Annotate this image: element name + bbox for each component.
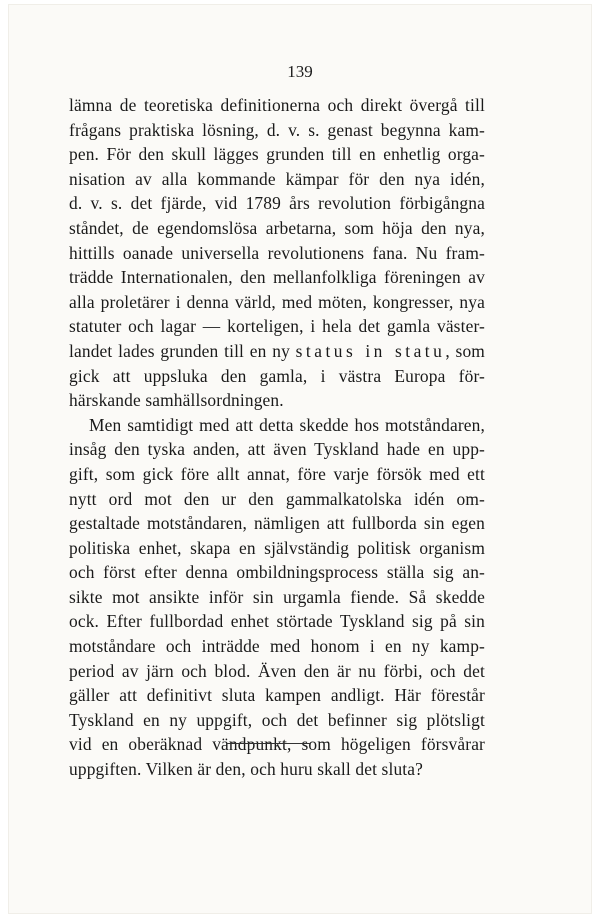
text-line-spaced <box>69 339 485 364</box>
text-line: gick att uppsluka den gamla, i västra Europa för- <box>69 365 485 386</box>
text-line: insåg den tyska anden, att även Tyskland hade en upp- <box>69 439 485 460</box>
text-line: och först efter denna ombildningsprocess ställa sig an- <box>69 562 485 583</box>
section-divider <box>226 743 310 744</box>
text-line: gestaltade motståndaren, nämligen att fullborda sin egen <box>69 513 485 534</box>
text-line: period av järn och blod. Även den är nu förbi, och det <box>69 660 485 681</box>
text-line: nisation av alla kommande kämpar för den nya idén, <box>69 168 485 189</box>
paragraph-start-line <box>69 413 485 438</box>
book-page <box>8 4 592 914</box>
text-line: politiska enhet, skapa en självständig politisk organism <box>69 537 485 558</box>
text-line: nytt ord mot den ur den gammalkatolska idén om- <box>69 488 485 509</box>
text-line: Tyskland en ny uppgift, och det befinner sig plötsligt <box>69 709 485 730</box>
text-line: frågans praktiska lösning, d. v. s. genast begynna kam- <box>69 119 485 140</box>
body-text <box>69 93 485 782</box>
text-line: gift, som gick före allt annat, före varje försök med ett <box>69 463 485 484</box>
text-line: alla proletärer i denna värld, med möten, kongresser, nya <box>69 291 485 312</box>
text-line: lämna de teoretiska definitionerna och direkt övergå till <box>69 95 485 115</box>
text-line: ock. Efter fullbordad enhet störtade Tyskland sig på sin <box>69 611 485 632</box>
text-line: härskande samhällsordningen. <box>69 390 284 411</box>
text-fragment: , som <box>445 340 485 361</box>
text-line: motståndare och inträdde med honom i en ny kamp- <box>69 636 485 657</box>
text-line: hittills oanade universella revolutionens fana. Nu fram- <box>69 242 485 263</box>
text-line: pen. För den skull lägges grunden till en enhetlig orga- <box>69 144 485 165</box>
text-line: ståndet, de egendomslösa arbetarna, som höja den nya, <box>69 217 485 238</box>
text-line: d. v. s. det fjärde, vid 1789 års revolution förbigångna <box>69 193 485 214</box>
text-line: vid en oberäknad vändpunkt, som högeligen försvårar <box>69 734 485 755</box>
emphasized-latin-phrase: status in statu <box>295 340 446 361</box>
text-line: gäller att definitivt sluta kampen andligt. Här förestår <box>69 685 485 706</box>
text-line: uppgiften. Vilken är den, och huru skall det sluta? <box>69 759 424 780</box>
text-fragment: Men samtidigt med att detta skedde hos motståndaren, <box>89 414 485 435</box>
page-number: 139 <box>287 62 313 81</box>
text-fragment: landet lades grunden till en ny <box>69 340 296 361</box>
text-line: sikte mot ansikte inför sin urgamla fiende. Så skedde <box>69 586 485 607</box>
text-line: trädde Internationalen, den mellanfolkliga föreningen av <box>69 267 485 288</box>
text-line: statuter och lagar — korteligen, i hela det gamla väster- <box>69 316 485 337</box>
